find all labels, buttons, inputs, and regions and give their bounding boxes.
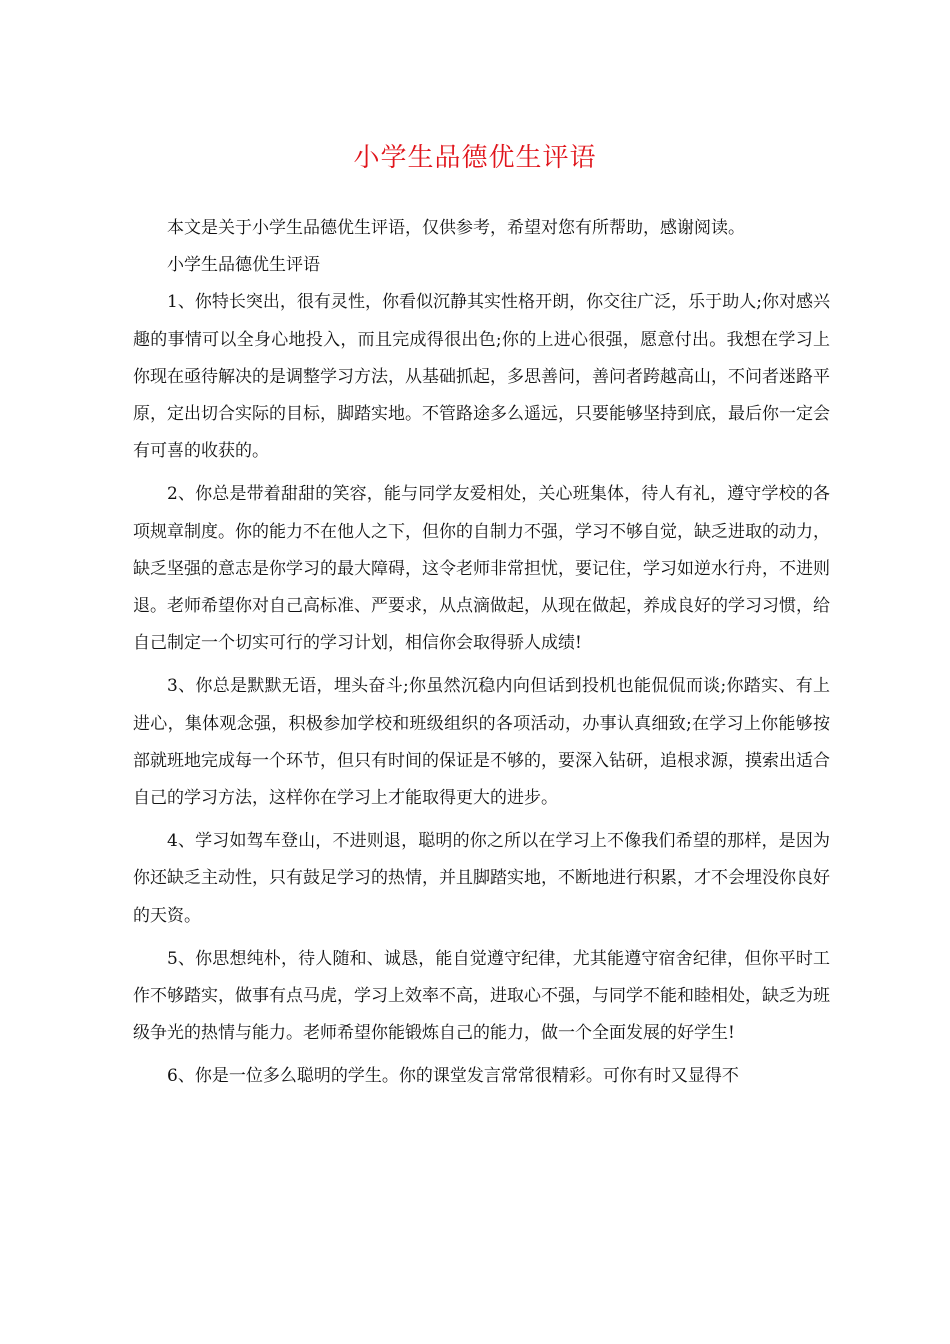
comment-paragraph-5: 5、你思想纯朴，待人随和、诚恳，能自觉遵守纪律，尤其能遵守宿舍纪律，但你平时工作不够踏实，做事有点马虎，学习上效率不高，进取心不强，与同学不能和睦相处，缺乏为班级争光的热情与能力。老师希望你能锻炼自己的能力，做一个全面发展的好学生! — [133, 948, 830, 1044]
comment-paragraph-2: 2、你总是带着甜甜的笑容，能与同学友爱相处，关心班集体，待人有礼，遵守学校的各项规章制度。你的能力不在他人之下，但你的自制力不强，学习不够自觉，缺乏进取的动力，缺乏坚强的意志是你学习的最大障碍，这令老师非常担忧，要记住，学习如逆水行舟，不进则退。老师希望你对自己高标准、严要求，从点滴做起，从现在做起，养成良好的学习习惯，给自己制定一个切实可行的学习计划，相信你会取得骄人成绩! — [133, 484, 830, 654]
document-title: 小学生品德优生评语 — [353, 143, 597, 173]
intro-paragraph: 本文是关于小学生品德优生评语，仅供参考，希望对您有所帮助，感谢阅读。 — [167, 218, 745, 238]
comment-paragraph-3: 3、你总是默默无语，埋头奋斗;你虽然沉稳内向但话到投机也能侃侃而谈;你踏实、有上进心，集体观念强，积极参加学校和班级组织的各项活动，办事认真细致;在学习上你能够按部就班地完成每一个环节，但只有时间的保证是不够的，要深入钻研，追根求源，摸索出适合自己的学习方法，这样你在学习上才能取得更大的进步。 — [133, 676, 830, 809]
comment-paragraph-4: 4、学习如驾车登山，不进则退，聪明的你之所以在学习上不像我们希望的那样，是因为你还缺乏主动性，只有鼓足学习的热情，并且脚踏实地，不断地进行积累，才不会埋没你良好的天资。 — [133, 831, 830, 926]
comment-paragraph-1: 1、你特长突出，很有灵性，你看似沉静其实性格开朗，你交往广泛，乐于助人;你对感兴趣的事情可以全身心地投入，而且完成得很出色;你的上进心很强，愿意付出。我想在学习上你现在亟待解决的是调整学习方法，从基础抓起，多思善问，善问者跨越高山，不问者迷路平原，定出切合实际的目标，脚踏实地。不管路途多么遥远，只要能够坚持到底，最后你一定会有可喜的收获的。 — [133, 292, 830, 462]
document-body — [133, 210, 830, 1102]
comment-paragraph-6: 6、你是一位多么聪明的学生。你的课堂发言常常很精彩。可你有时又显得不 — [167, 1066, 739, 1087]
section-heading: 小学生品德优生评语 — [167, 255, 320, 276]
